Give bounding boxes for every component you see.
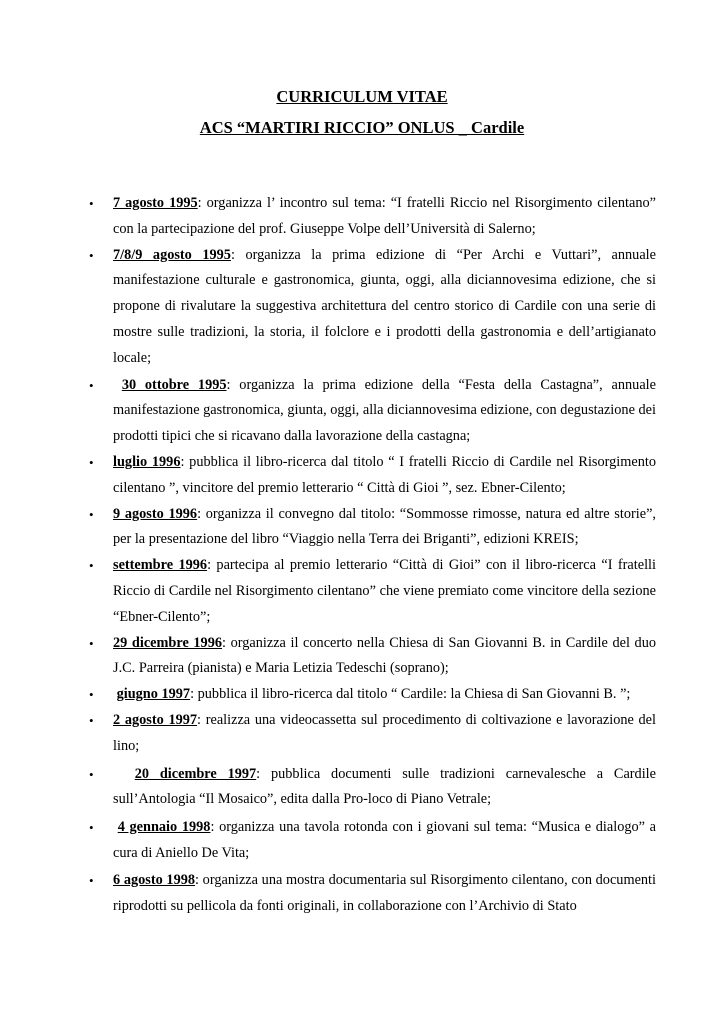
entry-text: : organizza la prima edizione della “Festa della Castagna”, annuale manifestazione gastronomica, giunta, oggi, alla diciannovesima edizione, con degustazione dei prodotti tipici che si ricavano dalla lavorazione della castagna; xyxy=(113,376,656,445)
entry-date: 9 agosto 1996 xyxy=(113,505,198,522)
entry-date: 30 ottobre 1995 xyxy=(121,376,227,393)
bullet-icon: • xyxy=(89,687,94,703)
entry-text: : realizza una videocassetta sul procedimento di coltivazione e lavorazione del lino; xyxy=(113,711,656,754)
list-item xyxy=(89,191,657,243)
entry-text: : pubblica il libro-ricerca dal titolo “ Cardile: la Chiesa di San Giovanni B. ”; xyxy=(190,686,631,703)
cv-entries-list xyxy=(89,191,657,919)
bullet-icon: • xyxy=(89,196,94,211)
entry-date: luglio 1996 xyxy=(113,453,181,470)
entry-date: 6 agosto 1998 xyxy=(113,871,196,888)
entry-date: 4 gennaio 1998 xyxy=(117,819,211,836)
entry-date: 2 agosto 1997 xyxy=(113,711,198,728)
entry-date: giugno 1997 xyxy=(116,686,191,703)
list-item xyxy=(89,762,656,814)
entry-text: : organizza una tavola rotonda con i giovani sul tema: “Musica e dialogo” a cura di Aniello De Vita; xyxy=(113,819,657,861)
list-item xyxy=(89,243,656,372)
bullet-icon: • xyxy=(89,377,94,393)
list-item xyxy=(89,708,656,760)
entry-text: : pubblica il libro-ricerca dal titolo “ I fratelli Riccio di Cardile nel Risorgimento cilentano ”, vincitore del premio letterario “ Città di Gioi ”, sez. Ebner-Cilento; xyxy=(113,453,656,496)
bullet-icon: • xyxy=(89,712,94,728)
entry-text: : organizza l’ incontro sul tema: “I fratelli Riccio nel Risorgimento cilentano” con la partecipazione del prof. Giuseppe Volpe dell’Università di Salerno; xyxy=(113,195,657,237)
entry-text: : organizza il convegno dal titolo: “Sommosse rimosse, natura ed altre storie”, per la presentazione del libro “Viaggio nella Terra dei Briganti”, edizioni KREIS; xyxy=(113,505,656,548)
bullet-icon: • xyxy=(89,872,94,888)
document-subtitle: ACS “MARTIRI RICCIO” ONLUS _ Cardile xyxy=(199,118,525,137)
list-item xyxy=(89,631,657,683)
list-item xyxy=(89,502,656,554)
bullet-icon: • xyxy=(89,506,94,522)
list-item xyxy=(89,868,657,920)
entry-text: : organizza una mostra documentaria sul Risorgimento cilentano, con documenti riprodotti su pellicola da fonti originali, in collaborazione con l’Archivio di Stato xyxy=(113,871,657,914)
entry-text: : partecipa al premio letterario “Città di Gioi” con il libro-ricerca “I fratelli Riccio di Cardile nel Risorgimento cilentano” che viene premiato come vincitore della sezione “Ebner-Cilento”; xyxy=(113,557,656,625)
list-item xyxy=(89,450,656,502)
bullet-icon: • xyxy=(89,635,94,651)
document-title: CURRICULUM VITAE xyxy=(276,87,448,106)
bullet-icon: • xyxy=(89,766,94,782)
entry-date: 7/8/9 agosto 1995 xyxy=(113,246,231,263)
bullet-icon: • xyxy=(89,558,94,574)
entry-text: : organizza il concerto nella Chiesa di San Giovanni B. in Cardile del duo J.C. Parreira (pianista) e Maria Letizia Tedeschi (soprano); xyxy=(113,634,657,677)
list-item xyxy=(89,373,656,450)
bullet-icon: • xyxy=(89,454,94,470)
entry-date: 29 dicembre 1996 xyxy=(113,634,223,651)
bullet-icon: • xyxy=(89,247,94,263)
bullet-icon: • xyxy=(89,820,94,836)
entry-date: 20 dicembre 1997 xyxy=(134,765,257,782)
entry-text: : organizza la prima edizione di “Per Archi e Vuttari”, annuale manifestazione culturale e gastronomica, giunta, oggi, alla diciannovesima edizione, che si propone di rivalutare la suggestiva architettura del centro storico di Cardile con una serie di mostre sulle tradizioni, la storia, il folclore e i prodotti della gastronomia e dell’artigianato locale; xyxy=(113,246,656,366)
list-item xyxy=(89,682,656,708)
entry-date: settembre 1996 xyxy=(113,557,208,574)
entry-date: 7 agosto 1995 xyxy=(113,195,198,211)
entry-text: : pubblica documenti sulle tradizioni carnevalesche a Cardile sull’Antologia “Il Mosaico”, edita dalla Pro-loco di Piano Vetrale; xyxy=(113,765,656,808)
list-item xyxy=(89,553,656,630)
list-item xyxy=(89,815,657,867)
